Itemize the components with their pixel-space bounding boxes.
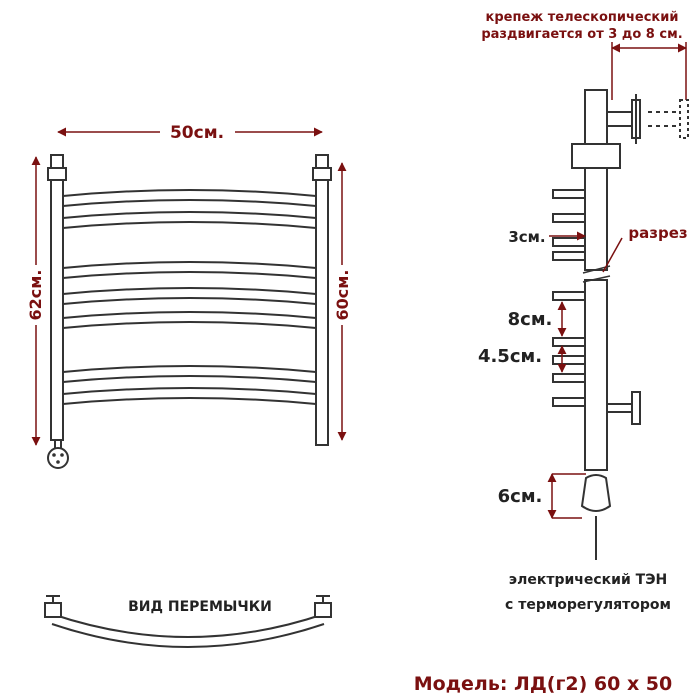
inner-height-label: 60см. bbox=[333, 269, 352, 321]
rung bbox=[63, 212, 316, 218]
rung bbox=[63, 262, 316, 268]
rung bbox=[63, 366, 316, 372]
telescopic-mount bbox=[608, 94, 688, 144]
spacing-6-label: 6см. bbox=[497, 486, 543, 507]
heater-icon bbox=[582, 475, 610, 560]
cut-label: разрез bbox=[628, 224, 688, 242]
heater-label-line2: с терморегулятором bbox=[505, 597, 671, 613]
outer-height-label: 62см. bbox=[26, 269, 45, 321]
side-view bbox=[478, 10, 688, 613]
right-jumper-fitting bbox=[315, 596, 331, 617]
spacing-8-label: 8см. bbox=[507, 309, 553, 330]
rung bbox=[63, 312, 316, 318]
right-vertical-pipe bbox=[313, 155, 331, 445]
rung-stubs-lower bbox=[553, 292, 585, 406]
jumper-view-label: ВИД ПЕРЕМЫЧКИ bbox=[128, 599, 272, 615]
width-label: 50см. bbox=[169, 123, 225, 143]
spacing-3-label: 3см. bbox=[508, 228, 546, 246]
heater-label-line1: электрический ТЭН bbox=[508, 572, 668, 588]
jumper-view bbox=[45, 596, 331, 647]
lower-wall-bracket bbox=[607, 392, 640, 424]
electric-connector-icon bbox=[48, 448, 68, 468]
left-vertical-pipe bbox=[48, 155, 66, 450]
model-label: Модель: ЛД(г2) 60 х 50 bbox=[413, 673, 673, 695]
front-view bbox=[22, 120, 355, 468]
rung bbox=[63, 288, 316, 294]
rung bbox=[63, 190, 316, 196]
rung bbox=[63, 388, 316, 394]
mount-label-line2: раздвигается от 3 до 8 см. bbox=[481, 27, 683, 42]
mount-label-line1: крепеж телескопический bbox=[485, 10, 679, 25]
rungs bbox=[63, 190, 316, 404]
left-jumper-fitting bbox=[45, 596, 61, 617]
spacing-45-label: 4.5см. bbox=[477, 346, 543, 367]
rung-stubs-upper bbox=[553, 190, 585, 260]
